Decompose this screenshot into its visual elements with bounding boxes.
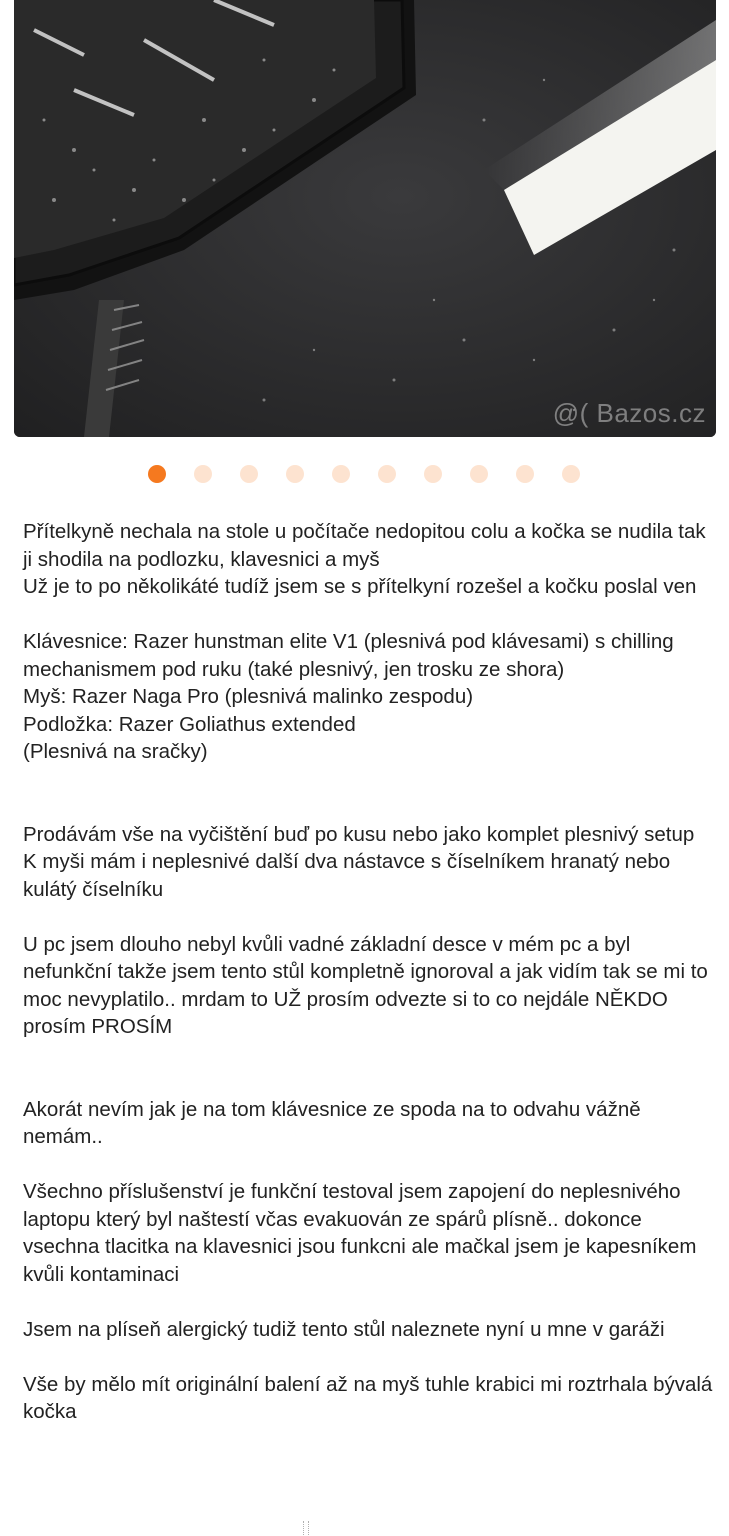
scroll-handle[interactable]	[303, 1521, 309, 1535]
gallery-dot-5[interactable]	[332, 465, 350, 483]
listing-description	[23, 518, 713, 1426]
description-paragraph-1: Přítelkyně nechala na stole u počítače nedopitou colu a kočka se nudila tak ji shodila na podlozku, klavesnici a myš Už je to po několikáté tudíž jsem se s přítelkyní rozešel a kočku poslal ven	[23, 520, 706, 598]
gallery-dot-8[interactable]	[470, 465, 488, 483]
description-paragraph-2: Klávesnice: Razer hunstman elite V1 (plesnivá pod klávesami) s chilling mechanismem pod ruku (také plesnivý, jen trosku ze shora) Myš: Razer Naga Pro (plesnivá malinko zespodu) Podložka: Razer Goliathus extended (Plesnivá na sračky)	[23, 630, 674, 763]
bazos-watermark: @( Bazos.cz	[552, 398, 706, 428]
description-paragraph-8: Vše by mělo mít originální balení až na myš tuhle krabici mi roztrhala bývalá kočka	[23, 1372, 713, 1423]
gallery-dot-3[interactable]	[240, 465, 258, 483]
gallery-dot-10[interactable]	[562, 465, 580, 483]
moldy-mousepad-image	[14, 0, 716, 437]
description-paragraph-4: U pc jsem dlouho nebyl kvůli vadné základní desce v mém pc a byl nefunkční takže jsem tento stůl kompletně ignoroval a jak vidím tak se mi to moc nevyplatilo.. mrdam to UŽ prosím odvezte si to co nejdále NĚKDO prosím PROSÍM	[23, 932, 708, 1038]
gallery-dot-7[interactable]	[424, 465, 442, 483]
gallery-pagination	[0, 465, 729, 485]
gallery-dot-2[interactable]	[194, 465, 212, 483]
gallery-dot-1[interactable]	[148, 465, 166, 483]
gallery-dot-9[interactable]	[516, 465, 534, 483]
description-paragraph-7: Jsem na plíseň alergický tudiž tento stůl naleznete nyní u mne v garáži	[23, 1317, 665, 1341]
description-paragraph-5: Akorát nevím jak je na tom klávesnice ze spoda na to odvahu vážně nemám..	[23, 1097, 641, 1148]
description-paragraph-6: Všechno příslušenství je funkční testoval jsem zapojení do neplesnivého laptopu který byl naštestí včas evakuován ze spárů plísně.. dokonce vsechna tlacitka na klavesnici jsou funkcni ale mačkal jsem je kapesníkem kvůli kontaminaci	[23, 1180, 697, 1286]
gallery-dot-4[interactable]	[286, 465, 304, 483]
gallery-dot-6[interactable]	[378, 465, 396, 483]
listing-photo[interactable]	[14, 0, 716, 437]
description-paragraph-3: Prodávám vše na vyčištění buď po kusu nebo jako komplet plesnivý setup K myši mám i neplesnivé další dva nástavce s číselníkem hranatý nebo kulátý číselníku	[23, 822, 695, 901]
